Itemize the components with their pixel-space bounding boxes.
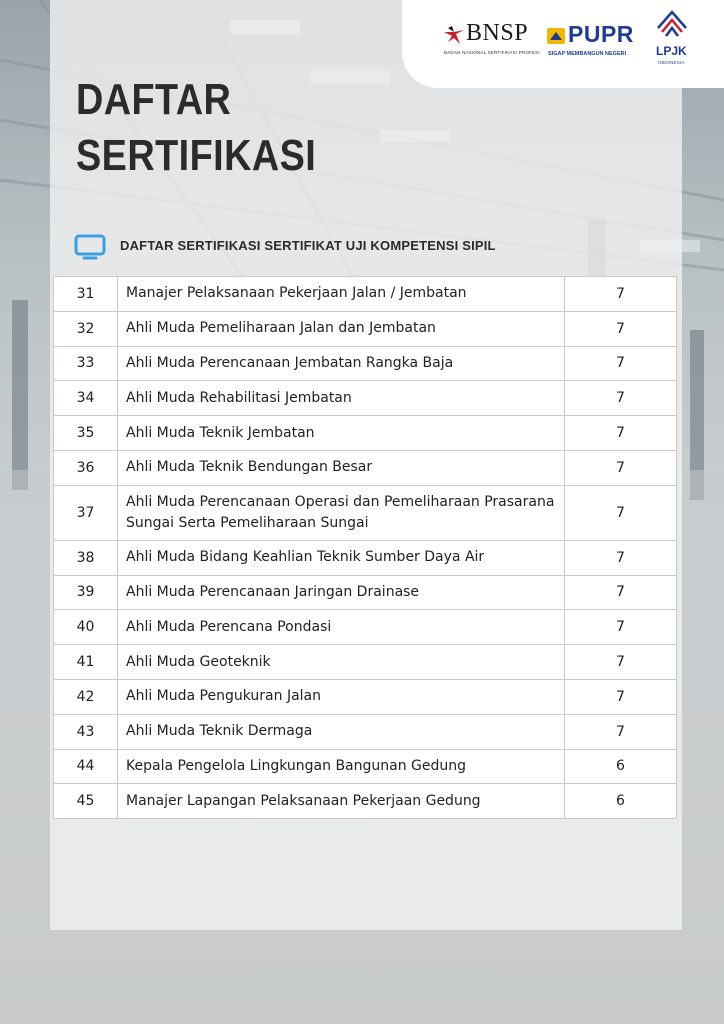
certification-name: Kepala Pengelola Lingkungan Bangunan Gedung — [118, 749, 565, 784]
certification-name: Ahli Muda Pengukuran Jalan — [118, 679, 565, 714]
row-number: 38 — [54, 540, 118, 575]
row-number: 35 — [54, 416, 118, 451]
row-number: 36 — [54, 450, 118, 485]
page-title-line-2: SERTIFIKASI — [76, 131, 317, 180]
table-row — [54, 346, 677, 381]
row-value: 7 — [565, 575, 677, 610]
bnsp-tagline: BADAN NASIONAL SERTIFIKASI PROFESI — [444, 50, 540, 55]
pupr-tagline: SIGAP MEMBANGUN NEGERI — [548, 51, 627, 57]
certification-name: Ahli Muda Geoteknik — [118, 645, 565, 680]
certification-name: Ahli Muda Teknik Jembatan — [118, 416, 565, 451]
table-row — [54, 575, 677, 610]
row-value: 7 — [565, 485, 677, 540]
certification-name: Manajer Lapangan Pelaksanaan Pekerjaan Gedung — [118, 784, 565, 819]
row-number: 40 — [54, 610, 118, 645]
row-number: 45 — [54, 784, 118, 819]
row-number: 42 — [54, 679, 118, 714]
lpjk-emblem-icon — [655, 8, 689, 42]
row-value: 7 — [565, 416, 677, 451]
garuda-icon — [442, 24, 466, 48]
row-value: 7 — [565, 450, 677, 485]
table-row — [54, 450, 677, 485]
section-subheading — [74, 232, 634, 262]
table-row — [54, 714, 677, 749]
row-value: 7 — [565, 714, 677, 749]
certification-table — [53, 276, 677, 819]
page-title-line-1: DAFTAR — [76, 75, 232, 124]
pupr-logo — [546, 20, 650, 60]
lpjk-logo — [652, 8, 692, 72]
table-row — [54, 749, 677, 784]
row-number: 37 — [54, 485, 118, 540]
row-number: 32 — [54, 311, 118, 346]
certification-name: Ahli Muda Perencana Pondasi — [118, 610, 565, 645]
table-row — [54, 311, 677, 346]
table-row — [54, 277, 677, 312]
table-row — [54, 485, 677, 540]
row-value: 6 — [565, 749, 677, 784]
certification-name: Ahli Muda Perencanaan Operasi dan Pemeliharaan Prasarana Sungai Serta Pemeliharaan Sungai — [118, 485, 565, 540]
row-number: 31 — [54, 277, 118, 312]
row-value: 7 — [565, 346, 677, 381]
table-row — [54, 610, 677, 645]
row-number: 44 — [54, 749, 118, 784]
certification-name: Ahli Muda Pemeliharaan Jalan dan Jembatan — [118, 311, 565, 346]
row-value: 7 — [565, 277, 677, 312]
row-value: 7 — [565, 311, 677, 346]
row-number: 43 — [54, 714, 118, 749]
table-row — [54, 416, 677, 451]
pupr-name: PUPR — [568, 21, 634, 47]
subheading-text: DAFTAR SERTIFIKASI SERTIFIKAT UJI KOMPETENSI SIPIL — [120, 238, 496, 253]
certification-name: Ahli Muda Bidang Keahlian Teknik Sumber Daya Air — [118, 540, 565, 575]
row-value: 7 — [565, 645, 677, 680]
bnsp-name: BNSP — [466, 20, 529, 46]
monitor-icon — [74, 234, 106, 260]
row-number: 33 — [54, 346, 118, 381]
row-value: 7 — [565, 540, 677, 575]
certification-name: Manajer Pelaksanaan Pekerjaan Jalan / Jembatan — [118, 277, 565, 312]
row-value: 7 — [565, 679, 677, 714]
page-title — [76, 72, 316, 184]
row-value: 7 — [565, 610, 677, 645]
table-row — [54, 784, 677, 819]
row-value: 7 — [565, 381, 677, 416]
row-value: 6 — [565, 784, 677, 819]
row-number: 34 — [54, 381, 118, 416]
table-row — [54, 645, 677, 680]
certification-name: Ahli Muda Teknik Bendungan Besar — [118, 450, 565, 485]
table-row — [54, 679, 677, 714]
row-number: 41 — [54, 645, 118, 680]
bnsp-logo — [442, 20, 544, 60]
certification-name: Ahli Muda Teknik Dermaga — [118, 714, 565, 749]
certification-name: Ahli Muda Rehabilitasi Jembatan — [118, 381, 565, 416]
lpjk-name: LPJK — [656, 44, 687, 58]
logo-header — [402, 0, 724, 88]
pupr-emblem-icon — [546, 24, 568, 48]
certification-name: Ahli Muda Perencanaan Jembatan Rangka Baja — [118, 346, 565, 381]
row-number: 39 — [54, 575, 118, 610]
table-row — [54, 540, 677, 575]
table-row — [54, 381, 677, 416]
certification-name: Ahli Muda Perencanaan Jaringan Drainase — [118, 575, 565, 610]
lpjk-tagline: INDONESIA — [658, 60, 685, 65]
